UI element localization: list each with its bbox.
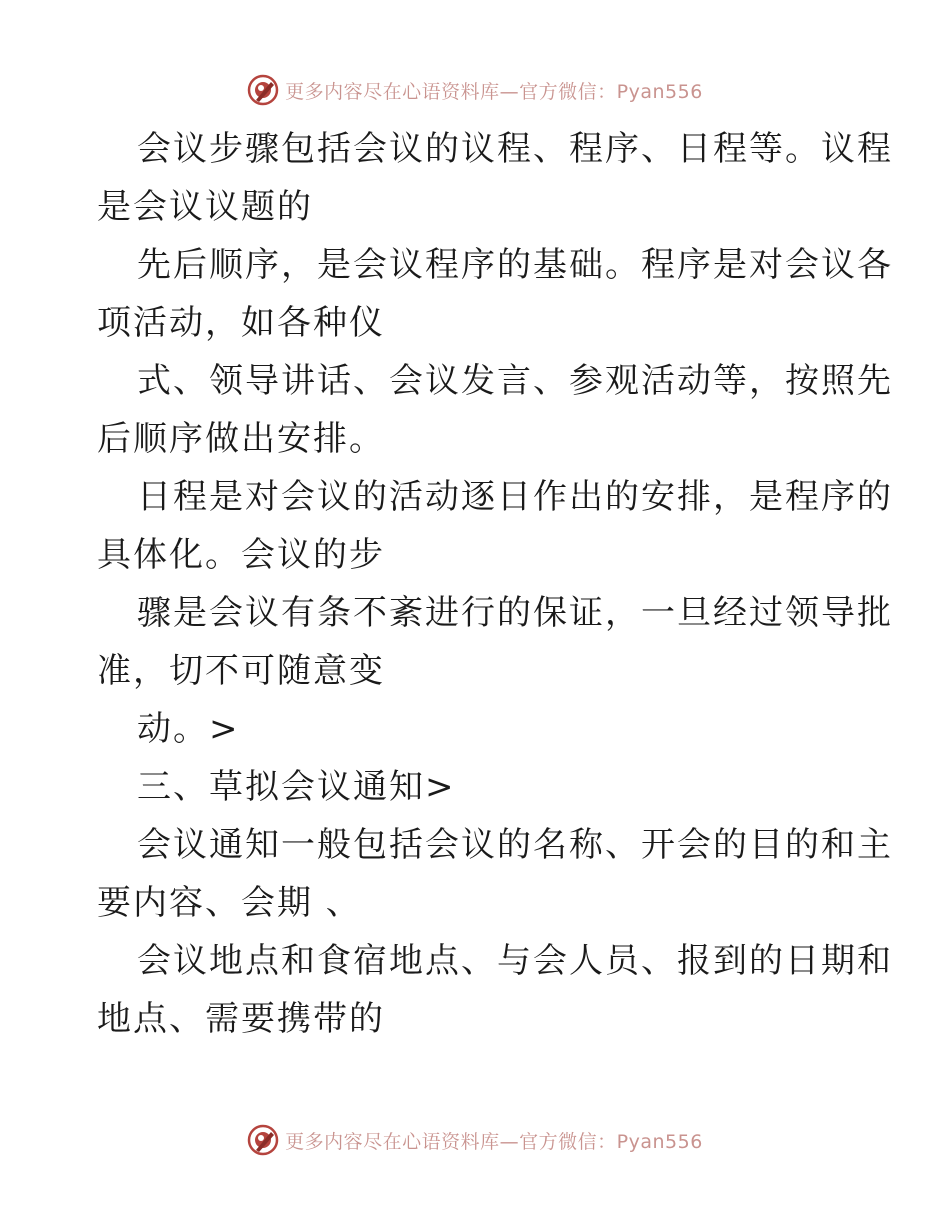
paragraph [97,468,893,584]
paragraph-line: 项活动，如各种仪 [97,303,385,343]
paragraph-line: 先后顺序，是会议程序的基础。程序是对会议各 [137,245,893,285]
paragraph [97,120,893,236]
paragraph [97,352,893,468]
paragraph [97,584,893,700]
footer-banner [0,1123,950,1157]
paragraph-line: 要内容、会期 、 [97,883,362,923]
header-banner-text: 更多内容尽在心语资料库—官方微信：Pyan556 [285,80,703,103]
paragraph-line: 准，切不可随意变 [97,651,385,691]
paragraph-line: 会议通知一般包括会议的名称、开会的目的和主 [137,825,893,865]
paragraph-line: 动。> [137,709,240,749]
footer-banner-text: 更多内容尽在心语资料库—官方微信：Pyan556 [285,1130,703,1153]
paragraph-line: 日程是对会议的活动逐日作出的安排，是程序的 [137,477,893,517]
pen-logo-icon [247,1124,279,1156]
paragraph-line: 是会议议题的 [97,187,313,227]
header-banner [0,73,950,107]
paragraph-line: 骤是会议有条不紊进行的保证，一旦经过领导批 [137,593,893,633]
pen-logo-icon [247,74,279,106]
section-heading [97,758,857,816]
document-body [97,120,893,1048]
paragraph-line: 会议地点和食宿地点、与会人员、报到的日期和 [137,941,893,981]
paragraph [97,236,893,352]
paragraph [97,700,857,758]
paragraph-line: 三、草拟会议通知> [137,767,456,807]
paragraph-line: 地点、需要携带的 [97,999,385,1039]
paragraph-line: 式、领导讲话、会议发言、参观活动等，按照先 [137,361,893,401]
paragraph-line: 后顺序做出安排。 [97,419,385,459]
paragraph-line: 会议步骤包括会议的议程、程序、日程等。议程 [137,129,893,169]
paragraph [97,816,893,932]
paragraph [97,932,893,1048]
paragraph-line: 具体化。会议的步 [97,535,385,575]
